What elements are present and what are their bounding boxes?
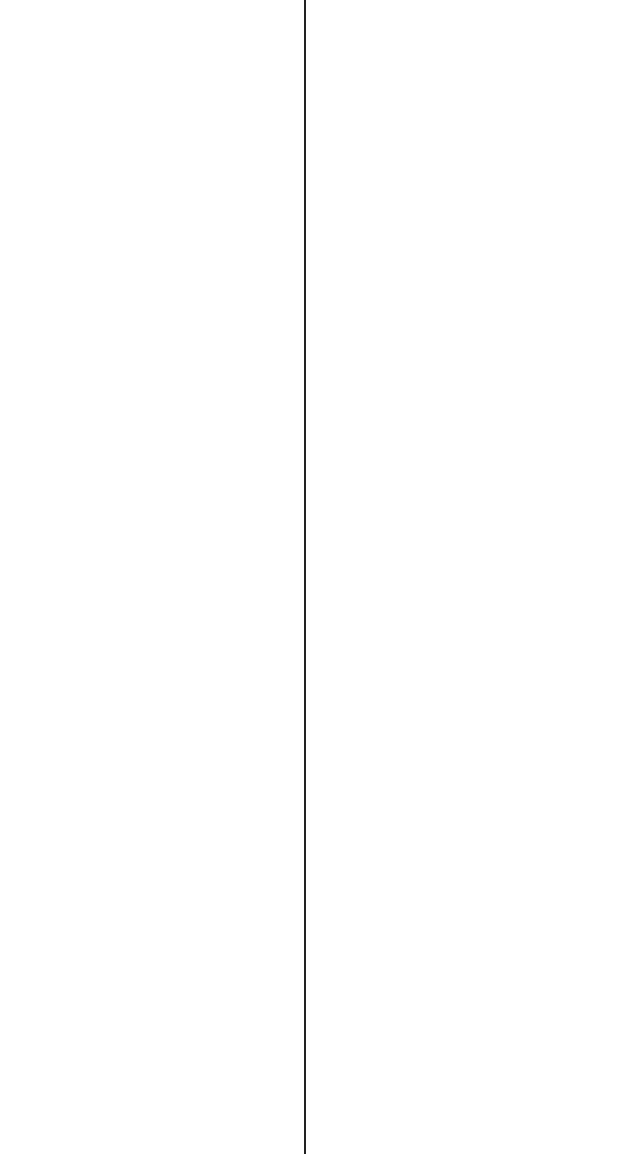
column-divider — [304, 0, 306, 1154]
